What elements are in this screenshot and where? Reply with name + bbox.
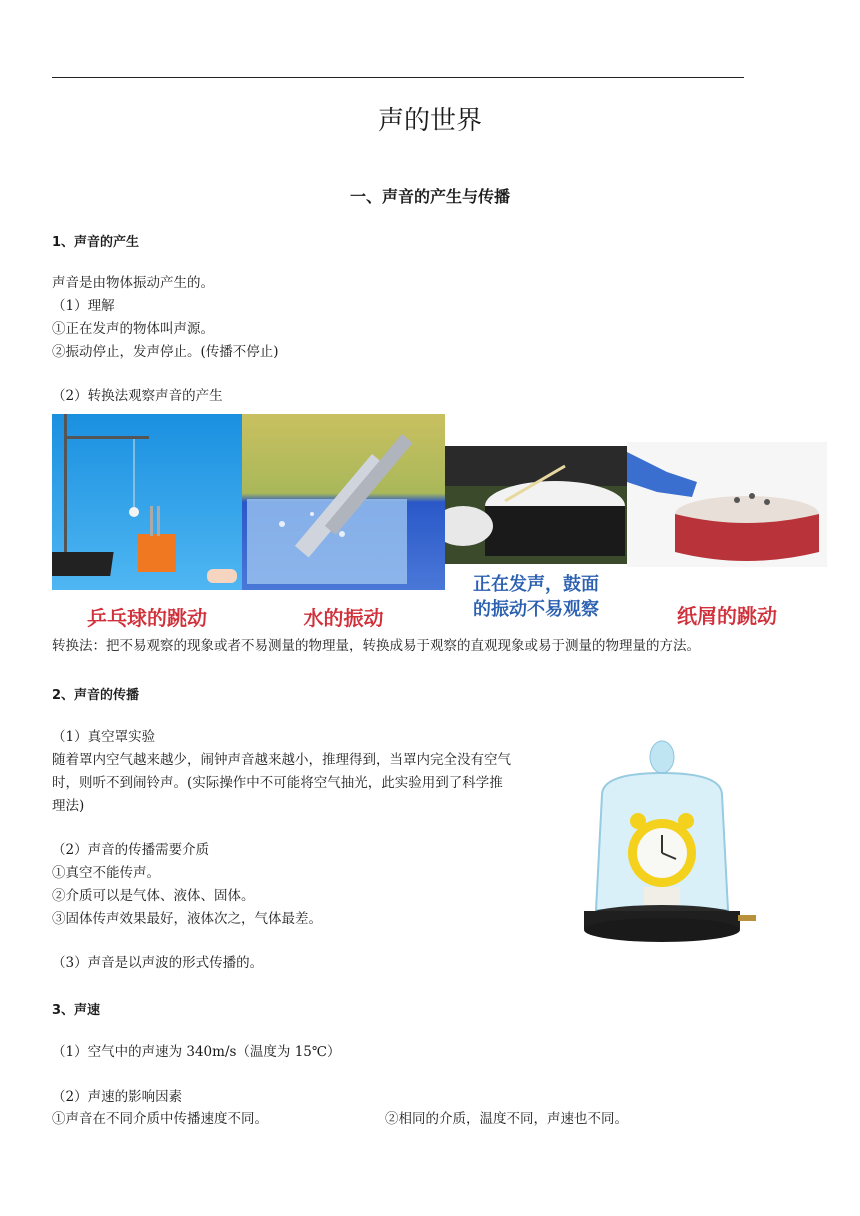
- image-caption-line: 正在发声，鼓面: [473, 574, 599, 595]
- paragraph: ①正在发声的物体叫声源。: [52, 321, 214, 337]
- page-title: 声的世界: [377, 106, 482, 136]
- image-caption: 乒乓球的跳动: [87, 606, 207, 630]
- paragraph: ②振动停止，发声停止。(传播不停止): [52, 344, 279, 360]
- paragraph: （1）空气中的声速为 340m/s（温度为 15℃）: [52, 1044, 341, 1060]
- paragraph: （2）声音的传播需要介质: [52, 842, 210, 858]
- tuning-fork-water-image: [242, 414, 445, 590]
- paragraph: 随着罩内空气越来越少，闹钟声音越来越小，推理得到，当罩内完全没有空气: [52, 752, 511, 768]
- bell-jar-alarm-clock-image: [580, 735, 765, 955]
- subsection-heading-speed: 3、声速: [52, 1003, 101, 1018]
- paragraph: ①声音在不同介质中传播速度不同。: [52, 1111, 268, 1127]
- paragraph: 转换法：把不易观察的现象或者不易测量的物理量，转换成易于观察的直观现象或易于测量的物理量的方法。: [52, 638, 700, 654]
- paragraph: 声音是由物体振动产生的。: [52, 275, 214, 291]
- paragraph: ②介质可以是气体、液体、固体。: [52, 888, 255, 904]
- paragraph: 时，则听不到闹铃声。(实际操作中不可能将空气抽光，此实验用到了科学推: [52, 775, 503, 791]
- paragraph: （1）真空罩实验: [52, 729, 156, 745]
- paragraph: ③固体传声效果最好，液体次之，气体最差。: [52, 911, 322, 927]
- image-caption: [445, 572, 627, 622]
- ping-pong-ball-image: [52, 414, 242, 590]
- subsection-heading-propagation: 2、声音的传播: [52, 688, 140, 703]
- section-heading: 一、声音的产生与传播: [349, 187, 510, 206]
- vibration-demo-image-strip: [52, 414, 828, 632]
- paragraph: ①真空不能传声。: [52, 865, 160, 881]
- paragraph: （3）声音是以声波的形式传播的。: [52, 955, 264, 971]
- paragraph: ②相同的介质，温度不同，声速也不同。: [385, 1111, 628, 1127]
- paragraph: （1）理解: [52, 298, 115, 314]
- drum-image: [445, 446, 627, 564]
- image-caption: 纸屑的跳动: [677, 604, 777, 628]
- paragraph: 理法): [52, 798, 85, 814]
- image-caption-line: 的振动不易观察: [473, 599, 599, 620]
- paragraph: （2）转换法观察声音的产生: [52, 388, 223, 404]
- subsection-heading-production: 1、声音的产生: [52, 235, 140, 250]
- paper-scraps-drum-image: [627, 442, 827, 567]
- image-caption: 水的振动: [303, 606, 384, 630]
- header-rule: [52, 77, 744, 78]
- paragraph: （2）声速的影响因素: [52, 1089, 183, 1105]
